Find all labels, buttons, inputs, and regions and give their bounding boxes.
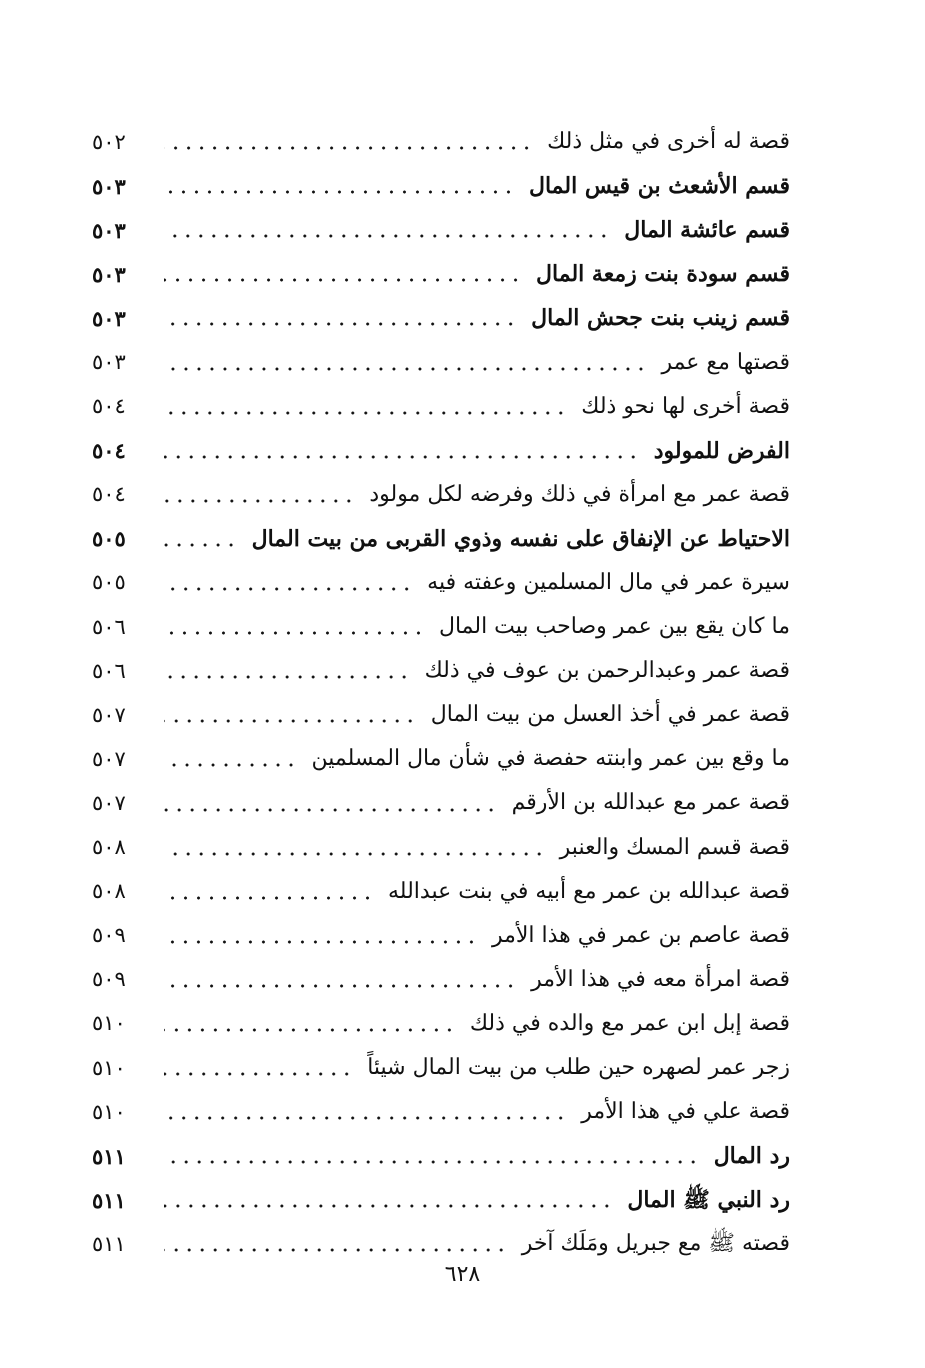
- toc-entry-title: رد النبي ﷺ المال: [627, 1187, 790, 1214]
- dot-leader: [164, 1160, 700, 1164]
- toc-entry: [92, 1134, 790, 1178]
- toc-entry: [92, 958, 790, 1002]
- dot-leader: [164, 852, 546, 856]
- toc-entry-page: ٥٠٧: [92, 702, 126, 727]
- toc-entry-page: ٥٠٧: [92, 790, 126, 815]
- dot-leader: [164, 455, 640, 459]
- toc-entry-title: ما وقع بين عمر وابنته حفصة في شأن مال المسلمين: [311, 746, 790, 772]
- toc-entry-page: ٥٠٢: [92, 129, 126, 154]
- dot-leader: [164, 1072, 353, 1076]
- toc-entry-page: ٥٠٦: [92, 658, 126, 683]
- table-of-contents: [92, 120, 790, 1266]
- toc-entry: [92, 252, 790, 296]
- toc-entry-title: قصة علي في هذا الأمر: [581, 1099, 790, 1125]
- toc-entry: [92, 605, 790, 649]
- toc-entry-title: سيرة عمر في مال المسلمين وعفته فيه: [427, 569, 790, 595]
- dot-leader: [164, 543, 238, 547]
- toc-entry: [92, 737, 790, 781]
- toc-entry-title: الاحتياط عن الإنفاق على نفسه وذوي القربى من بيت المال: [251, 525, 790, 552]
- toc-entry: [92, 164, 790, 208]
- toc-entry: [92, 296, 790, 340]
- toc-entry-title: قصة إبل ابن عمر مع والده في ذلك: [469, 1010, 790, 1036]
- toc-entry-page: ٥٠٥: [92, 570, 126, 595]
- toc-entry: [92, 561, 790, 605]
- toc-entry-page: ٥٠٣: [92, 217, 126, 243]
- toc-entry-page: ٥٠٤: [92, 482, 126, 507]
- toc-entry: [92, 914, 790, 958]
- dot-leader: [164, 631, 425, 635]
- toc-entry-title: قصة أخرى لها نحو ذلك: [581, 393, 790, 419]
- toc-entry-title: قصته ﷺ مع جبريل ومَلَك آخر: [521, 1231, 790, 1257]
- toc-entry-title: رد المال: [713, 1143, 790, 1170]
- toc-entry-page: ٥٠٩: [92, 967, 126, 992]
- dot-leader: [164, 367, 647, 371]
- toc-entry-page: ٥١١: [92, 1231, 126, 1256]
- dot-leader: [164, 1204, 613, 1208]
- toc-entry-page: ٥٠٤: [92, 394, 126, 419]
- toc-entry: [92, 649, 790, 693]
- toc-entry: [92, 781, 790, 825]
- toc-entry-title: قصة امرأة معه في هذا الأمر: [531, 966, 790, 992]
- toc-entry: [92, 385, 790, 429]
- dot-leader: [164, 190, 515, 194]
- dot-leader: [164, 1248, 508, 1252]
- toc-entry-page: ٥٠٨: [92, 879, 126, 904]
- toc-entry-page: ٥٠٣: [92, 305, 126, 331]
- toc-entry-title: قصة عبدالله بن عمر مع أبيه في بنت عبدالله: [388, 878, 790, 904]
- toc-entry-page: ٥٠٤: [92, 438, 126, 464]
- page-number: ٦٢٨: [444, 1262, 481, 1287]
- toc-entry-page: ٥١١: [92, 1143, 126, 1169]
- toc-entry: [92, 693, 790, 737]
- toc-entry-page: ٥٠٣: [92, 350, 126, 375]
- toc-entry: [92, 429, 790, 473]
- dot-leader: [164, 984, 517, 988]
- toc-entry: [92, 870, 790, 914]
- dot-leader: [164, 896, 374, 900]
- toc-entry-page: ٥٠٩: [92, 923, 126, 948]
- dot-leader: [164, 675, 411, 679]
- toc-entry: [92, 1222, 790, 1266]
- dot-leader: [164, 587, 413, 591]
- toc-entry-page: ٥٠٦: [92, 614, 126, 639]
- dot-leader: [164, 1116, 567, 1120]
- dot-leader: [164, 278, 522, 282]
- toc-entry: [92, 1090, 790, 1134]
- toc-entry: [92, 120, 790, 164]
- toc-entry-title: زجر عمر لصهره حين طلب من بيت المال شيئاً: [367, 1055, 790, 1081]
- toc-entry-title: قصة عمر في أخذ العسل من بيت المال: [430, 702, 790, 728]
- toc-entry: [92, 473, 790, 517]
- toc-entry-page: ٥٠٣: [92, 261, 126, 287]
- toc-entry: [92, 517, 790, 561]
- toc-entry: [92, 1046, 790, 1090]
- toc-entry-title: قصة عمر مع امرأة في ذلك وفرضه لكل مولود: [369, 481, 790, 507]
- toc-entry-title: قسم الأشعث بن قيس المال: [528, 173, 790, 200]
- toc-entry: [92, 340, 790, 384]
- toc-entry-page: ٥١٠: [92, 1011, 126, 1036]
- toc-entry-title: قصة له أخرى في مثل ذلك: [547, 129, 790, 155]
- toc-entry-title: قسم سودة بنت زمعة المال: [536, 261, 790, 288]
- toc-entry: [92, 1178, 790, 1222]
- toc-entry-page: ٥٠٣: [92, 173, 126, 199]
- toc-entry-title: ما كان يقع بين عمر وصاحب بيت المال: [438, 614, 790, 640]
- toc-entry-title: قسم زينب بنت جحش المال: [531, 305, 790, 332]
- toc-entry-title: قصة عمر وعبدالرحمن بن عوف في ذلك: [424, 658, 790, 684]
- dot-leader: [164, 499, 355, 503]
- dot-leader: [164, 146, 533, 150]
- dot-leader: [164, 719, 417, 723]
- dot-leader: [164, 234, 610, 238]
- toc-entry-page: ٥١٠: [92, 1099, 126, 1124]
- dot-leader: [164, 322, 517, 326]
- toc-entry-page: ٥١٠: [92, 1055, 126, 1080]
- toc-entry: [92, 826, 790, 870]
- toc-entry-title: قسم عائشة المال: [624, 217, 790, 244]
- toc-entry: [92, 208, 790, 252]
- toc-entry-title: قصتها مع عمر: [661, 349, 790, 375]
- toc-entry-page: ٥٠٥: [92, 526, 126, 552]
- toc-entry-title: قصة قسم المسك والعنبر: [559, 834, 790, 860]
- toc-entry-title: قصة عمر مع عبدالله بن الأرقم: [511, 790, 790, 816]
- dot-leader: [164, 940, 478, 944]
- toc-entry-title: قصة عاصم بن عمر في هذا الأمر: [491, 922, 790, 948]
- dot-leader: [164, 763, 298, 767]
- dot-leader: [164, 808, 498, 812]
- dot-leader: [164, 1028, 456, 1032]
- toc-entry-title: الفرض للمولود: [653, 437, 790, 464]
- toc-entry-page: ٥١١: [92, 1187, 126, 1213]
- toc-entry-page: ٥٠٧: [92, 746, 126, 771]
- dot-leader: [164, 411, 567, 415]
- toc-entry-page: ٥٠٨: [92, 835, 126, 860]
- toc-entry: [92, 1002, 790, 1046]
